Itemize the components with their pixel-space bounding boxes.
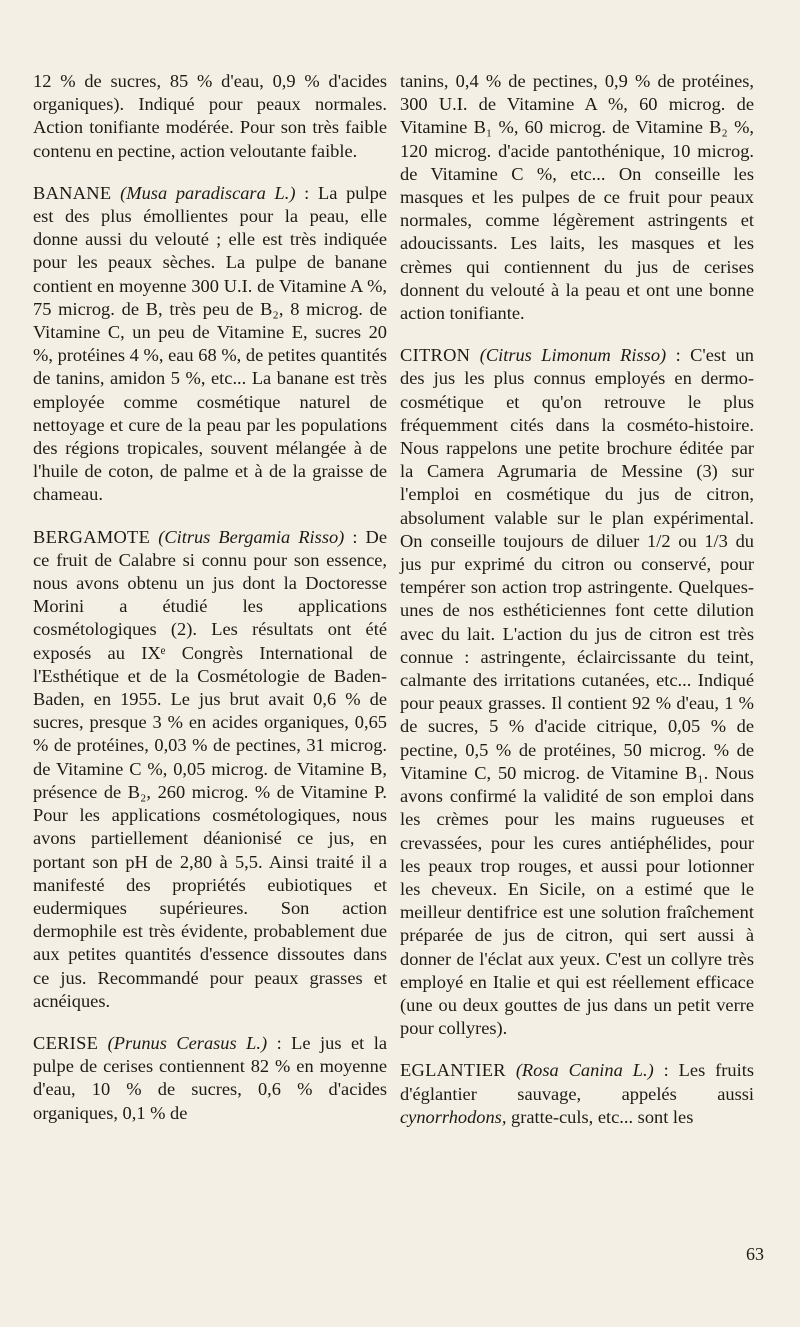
entry-text: : Le jus et la pulpe de cerises contiennent 82 % en moyenne d'eau, 10 % de sucres, 0,6 % d'acides organiques, 0,1 % de <box>33 1032 387 1123</box>
entry-banane <box>33 182 387 507</box>
entry-heading: CERISE <box>33 1032 99 1053</box>
entry-heading: BANANE <box>33 182 112 203</box>
entry-text: : La pulpe est des plus émollientes pour la peau, elle donne aussi du velouté ; elle est très indiquée pour les peaux sèches. La pulpe de banane contient en moyenne 300 U.I. de Vitamine A %, 75 microg. de B, très peu de B₂, 8 microg. de Vitamine C, un peu de Vitamine E, sucres 20 %, protéines 4 %, eau 68 %, de petites quantités de tanins, amidon 5 %, etc... La banane est très employée comme cosmétique naturel de nettoyage et cure de la peau par les populations des régions tropicales, souvent mélangée à de l'huile de coton, de palme et à de la graisse de chameau. <box>33 182 387 505</box>
entry-eglantier <box>400 1059 754 1129</box>
page-number: 63 <box>746 1244 764 1264</box>
latin-term: cynorrhodons, <box>400 1106 507 1127</box>
latin-name: (Citrus Limonum Risso) <box>479 345 667 366</box>
right-column <box>400 70 754 1148</box>
entry-heading: CITRON <box>400 345 471 366</box>
latin-name: (Prunus Cerasus L.) <box>107 1032 268 1053</box>
paragraph-continuation: 12 % de sucres, 85 % d'eau, 0,9 % d'acides organiques). Indiqué pour peaux normales. Action tonifiante modérée. Pour son très faible contenu en pectine, action veloutante faible. <box>33 71 387 161</box>
entry-text: : C'est un des jus les plus connus employés en dermo-cosmétique et qu'on retrouve le plus fréquemment cités dans la cosméto-histoire. Nous rappelons une petite brochure éditée par la Camera Agrumaria de Messine (3) sur l'emploi en cosmétique du jus de citron, absolument valable sur le plan expérimental. On conseille toujours de diluer 1/2 ou 1/3 du jus pur exprimé du citron ou conservé, pour tempérer son action trop astringente. Quelques-unes de nos esthéticiennes font cette dilution avec du lait. L'action du jus de citron est très connue : astringente, éclaircissante du teint, calmante des irritations cutanées, etc... Indiqué pour peaux grasses. Il contient 92 % d'eau, 1 % de sucres, 5 % d'acide citrique, 0,05 % de pectine, 0,5 % de protéines, 50 microg. % de Vitamine C, 50 microg. de Vitamine B₁. Nous avons confirmé la validité de son emploi dans les crèmes pour les mains rugueuses et crevassées, pour les cures antiéphélides, pour les peaux trop rouges, et aussi pour lotionner les cheveux. En Sicile, on a estimé que le meilleur dentifrice est une solution fraîchement préparée de jus de citron, qui sert aussi à donner de l'éclat aux yeux. C'est un collyre très employé en Italie et qui est réellement efficace (une ou deux gouttes de jus dans un petit verre pour collyres). <box>400 345 754 1039</box>
latin-name: (Musa paradiscara L.) <box>120 182 296 203</box>
entry-citron <box>400 344 754 1040</box>
latin-name: (Citrus Bergamia Risso) <box>158 526 345 547</box>
entry-heading: BERGAMOTE <box>33 526 151 547</box>
paragraph-continuation: tanins, 0,4 % de pectines, 0,9 % de protéines, 300 U.I. de Vitamine A %, 60 microg. de Vitamine B₁ %, 60 microg. de Vitamine B₂ %, 120 microg. d'acide pantothénique, 10 microg. de Vitamine C %, etc... On conseille les masques et les pulpes de ce fruit pour peaux normales, comme légèrement astringents et adoucissants. Les laits, les masques et les crèmes qui contiennent du jus de cerises donnent du velouté à la peau et ont une bonne action tonifiante. <box>400 71 754 324</box>
entry-bergamote <box>33 526 387 1013</box>
latin-name: (Rosa Canina L.) <box>515 1060 654 1081</box>
entry-text-end: gratte-culs, etc... sont les <box>506 1106 694 1127</box>
entry-text: : Les fruits d'églantier sauvage, appelés aussi <box>400 1060 754 1104</box>
entry-heading: EGLANTIER <box>400 1060 506 1081</box>
entry-cerise <box>33 1032 387 1125</box>
left-column <box>33 70 387 1144</box>
entry-text: : De ce fruit de Calabre si connu pour son essence, nous avons obtenu un jus dont la Doctoresse Morini a étudié les applications cosmétologiques (2). Les résultats ont été exposés au IXᵉ Congrès International de l'Esthétique et de la Cosmétologie de Baden-Baden, en 1955. Le jus brut avait 0,6 % de sucres, presque 3 % en acides organiques, 0,65 % de protéines, 0,03 % de pectines, 31 microg. de Vitamine C %, 0,05 microg. de Vitamine B, présence de B₂, 260 microg. % de Vitamine P. Pour les applications cosmétologiques, nous avons partiellement déanionisé ce jus, en portant son pH de 2,80 à 5,5. Ainsi traité il a manifesté des propriétés eubiotiques et eudermiques supérieures. Son action dermophile est très évidente, probablement due aux petites quantités d'essence dissoutes dans ce jus. Recommandé pour peaux grasses et acnéiques. <box>33 526 388 1011</box>
